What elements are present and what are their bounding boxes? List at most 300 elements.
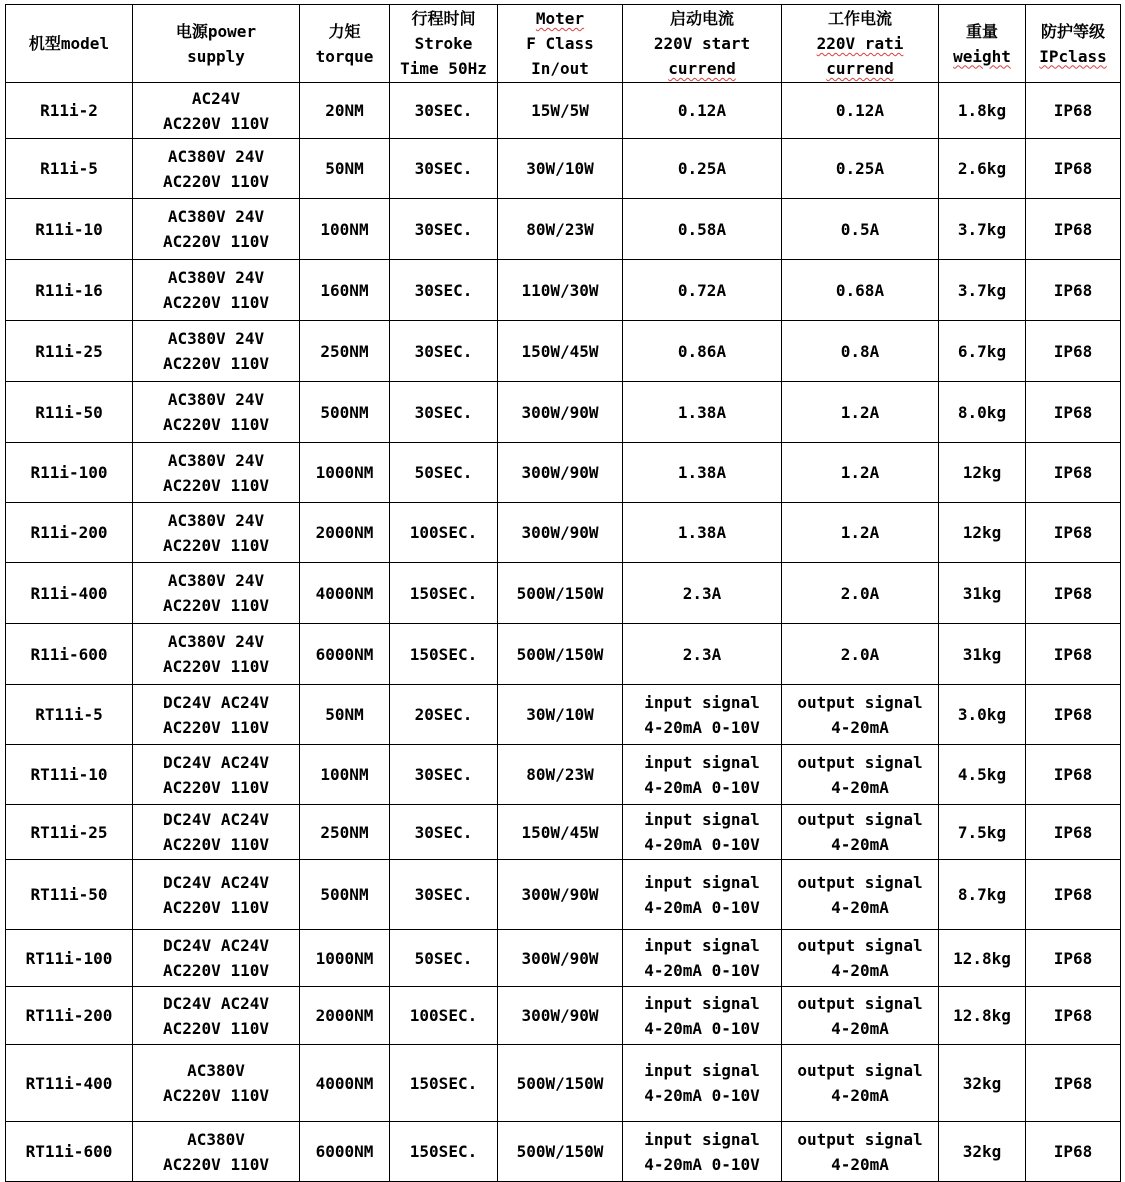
cell-start-current [623,1122,782,1182]
cell-power-supply [133,1045,300,1122]
cell-stroke-time: 30SEC. [390,321,498,382]
cell-start-current-line: input signal [644,752,760,772]
cell-rated-current-line: 4-20mA [831,1018,889,1038]
cell-rated-current-line: 1.2A [840,463,880,482]
header-motor [498,5,623,83]
cell-rated-current-line: 4-20mA [831,1086,889,1105]
cell-rated-current [782,987,939,1045]
cell-torque: 4000NM [300,563,390,624]
cell-rated-current [782,805,939,860]
cell-model: R11i-2 [6,83,133,139]
cell-weight: 1.8kg [939,83,1026,139]
cell-rated-current-line: 4-20mA [831,717,889,737]
cell-motor: 80W/23W [498,745,623,805]
cell-rated-current-line: output signal [797,1129,923,1149]
cell-power-supply-line: AC380V 24V [167,329,265,348]
table-row [6,685,1121,745]
cell-start-current-line: input signal [644,872,760,892]
cell-weight: 12kg [939,443,1026,503]
cell-motor: 15W/5W [498,83,623,139]
cell-model: R11i-16 [6,260,133,321]
cell-ip-class: IP68 [1026,199,1121,260]
cell-torque: 6000NM [300,1122,390,1182]
table-row [6,745,1121,805]
cell-rated-current [782,563,939,624]
cell-model: RT11i-25 [6,805,133,860]
cell-ip-class: IP68 [1026,685,1121,745]
cell-power-supply-line: AC220V 110V [163,171,269,191]
cell-power-supply-line: DC24V AC24V [163,993,269,1013]
cell-power-supply [133,321,300,382]
cell-start-current-line: 1.38A [677,402,727,422]
cell-torque: 1000NM [300,930,390,987]
header-line: 220V start [653,34,751,53]
cell-ip-class: IP68 [1026,139,1121,199]
cell-power-supply [133,260,300,321]
cell-start-current-line: 4-20mA 0-10V [644,835,760,854]
cell-power-supply-line: AC380V 24V [167,571,265,590]
cell-power-supply [133,685,300,745]
cell-motor: 300W/90W [498,443,623,503]
cell-motor: 30W/10W [498,685,623,745]
cell-power-supply-line: AC220V 110V [163,777,269,797]
cell-weight: 12kg [939,503,1026,563]
cell-model: R11i-10 [6,199,133,260]
cell-model: R11i-100 [6,443,133,503]
cell-rated-current [782,503,939,563]
cell-start-current-line: input signal [644,993,760,1013]
cell-motor: 300W/90W [498,382,623,443]
cell-weight: 32kg [939,1045,1026,1122]
cell-rated-current-line: 0.5A [840,219,880,239]
cell-torque: 100NM [300,199,390,260]
cell-start-current-line: input signal [644,936,760,955]
cell-stroke-time: 30SEC. [390,199,498,260]
header-rated-current [782,5,939,83]
header-line: F Class [526,34,594,53]
cell-weight: 12.8kg [939,930,1026,987]
cell-ip-class: IP68 [1026,1045,1121,1122]
header-start-current [623,5,782,83]
table-row [6,987,1121,1045]
cell-start-current [623,139,782,199]
cell-rated-current-line: output signal [797,936,923,955]
header-torque [300,5,390,83]
cell-power-supply [133,987,300,1045]
cell-model: RT11i-50 [6,860,133,930]
table-row [6,860,1121,930]
cell-weight: 7.5kg [939,805,1026,860]
cell-power-supply [133,805,300,860]
cell-power-supply [133,624,300,685]
cell-model: R11i-400 [6,563,133,624]
cell-weight: 6.7kg [939,321,1026,382]
cell-model: R11i-200 [6,503,133,563]
cell-ip-class: IP68 [1026,860,1121,930]
cell-weight: 8.0kg [939,382,1026,443]
cell-start-current-line: 1.38A [677,523,727,542]
cell-stroke-time: 150SEC. [390,624,498,685]
cell-weight: 32kg [939,1122,1026,1182]
cell-rated-current-line: 0.12A [835,101,885,120]
cell-weight: 12.8kg [939,987,1026,1045]
cell-motor: 300W/90W [498,930,623,987]
cell-motor: 30W/10W [498,139,623,199]
cell-power-supply-line: DC24V AC24V [163,810,269,829]
cell-ip-class: IP68 [1026,443,1121,503]
header-line: In/out [531,59,589,78]
cell-model: RT11i-5 [6,685,133,745]
cell-model: R11i-600 [6,624,133,685]
cell-start-current [623,83,782,139]
header-weight [939,5,1026,83]
cell-torque: 2000NM [300,503,390,563]
cell-torque: 500NM [300,860,390,930]
cell-model: R11i-50 [6,382,133,443]
cell-rated-current [782,860,939,930]
cell-power-supply-line: AC220V 110V [163,232,269,251]
cell-ip-class: IP68 [1026,987,1121,1045]
cell-weight: 31kg [939,563,1026,624]
cell-power-supply-line: AC220V 110V [163,961,269,980]
cell-weight: 8.7kg [939,860,1026,930]
cell-stroke-time: 30SEC. [390,860,498,930]
cell-power-supply-line: AC220V 110V [163,1086,269,1105]
cell-start-current [623,382,782,443]
cell-power-supply-line: AC380V 24V [167,207,265,226]
cell-start-current [623,745,782,805]
cell-rated-current [782,685,939,745]
table-row [6,443,1121,503]
cell-power-supply [133,745,300,805]
cell-start-current-line: 2.3A [682,583,722,603]
cell-ip-class: IP68 [1026,503,1121,563]
cell-power-supply-line: AC220V 110V [163,717,269,737]
header-line: 启动电流 [669,9,734,28]
cell-ip-class: IP68 [1026,930,1121,987]
header-line: currend [826,59,894,78]
cell-rated-current-line: 4-20mA [831,961,889,980]
cell-motor: 500W/150W [498,624,623,685]
cell-start-current [623,930,782,987]
cell-rated-current [782,321,939,382]
table-row [6,503,1121,563]
cell-rated-current-line: output signal [797,993,923,1013]
cell-rated-current-line: 1.2A [840,523,880,542]
header-line: currend [668,59,736,78]
cell-power-supply-line: AC380V 24V [167,450,265,470]
cell-power-supply-line: AC220V 110V [163,1154,269,1174]
cell-stroke-time: 100SEC. [390,503,498,563]
header-line: supply [187,46,245,66]
header-power-supply [133,5,300,83]
cell-start-current-line: 0.25A [677,159,727,178]
cell-power-supply [133,139,300,199]
cell-power-supply [133,503,300,563]
cell-motor: 500W/150W [498,1045,623,1122]
cell-power-supply [133,930,300,987]
cell-start-current [623,987,782,1045]
cell-power-supply-line: AC220V 110V [163,535,269,555]
table-row [6,930,1121,987]
table-row [6,199,1121,260]
cell-power-supply [133,563,300,624]
table-row [6,624,1121,685]
cell-power-supply [133,1122,300,1182]
header-line: IPclass [1039,46,1107,66]
cell-model: RT11i-10 [6,745,133,805]
cell-torque: 250NM [300,805,390,860]
cell-start-current-line: 0.12A [677,101,727,120]
cell-power-supply-line: DC24V AC24V [163,872,269,892]
cell-ip-class: IP68 [1026,805,1121,860]
cell-start-current [623,321,782,382]
cell-rated-current [782,139,939,199]
cell-ip-class: IP68 [1026,624,1121,685]
cell-start-current [623,805,782,860]
table-row [6,83,1121,139]
table-row [6,321,1121,382]
cell-rated-current-line: output signal [797,692,923,712]
cell-power-supply-line: AC380V 24V [167,390,265,409]
cell-start-current [623,260,782,321]
cell-rated-current [782,1045,939,1122]
cell-start-current-line: input signal [644,1061,760,1080]
cell-rated-current [782,83,939,139]
cell-model: R11i-25 [6,321,133,382]
table-row [6,382,1121,443]
cell-start-current [623,503,782,563]
cell-torque: 2000NM [300,987,390,1045]
cell-rated-current-line: 0.68A [835,280,885,300]
cell-power-supply [133,199,300,260]
cell-torque: 20NM [300,83,390,139]
cell-power-supply-line: AC220V 110V [163,293,269,312]
cell-torque: 50NM [300,685,390,745]
cell-ip-class: IP68 [1026,321,1121,382]
cell-start-current-line: 4-20mA 0-10V [644,1018,760,1038]
cell-motor: 150W/45W [498,805,623,860]
cell-stroke-time: 30SEC. [390,745,498,805]
header-ip-class [1026,5,1121,83]
cell-start-current-line: 4-20mA 0-10V [644,897,760,917]
cell-power-supply-line: AC380V 24V [167,632,265,651]
cell-start-current-line: 1.38A [677,463,727,482]
header-row [6,5,1121,83]
cell-rated-current-line: 4-20mA [831,897,889,917]
cell-torque: 50NM [300,139,390,199]
cell-rated-current-line: output signal [797,752,923,772]
cell-model: RT11i-400 [6,1045,133,1122]
cell-start-current [623,624,782,685]
cell-ip-class: IP68 [1026,260,1121,321]
cell-rated-current-line: output signal [797,810,923,829]
header-model [6,5,133,83]
cell-model: RT11i-200 [6,987,133,1045]
table-row [6,139,1121,199]
cell-model: RT11i-600 [6,1122,133,1182]
table-row [6,1122,1121,1182]
cell-weight: 4.5kg [939,745,1026,805]
cell-start-current-line: 4-20mA 0-10V [644,961,760,980]
header-line: 力矩 [328,21,361,41]
cell-weight: 3.0kg [939,685,1026,745]
spec-table [5,4,1121,1182]
cell-rated-current-line: output signal [797,1061,923,1080]
cell-weight: 31kg [939,624,1026,685]
cell-power-supply-line: AC220V 110V [163,897,269,917]
cell-stroke-time: 100SEC. [390,987,498,1045]
header-line: Moter [535,9,585,28]
cell-torque: 100NM [300,745,390,805]
header-line: torque [315,46,374,66]
cell-power-supply-line: AC380V [187,1061,245,1080]
cell-rated-current-line: 1.2A [840,402,880,422]
table-row [6,260,1121,321]
cell-start-current-line: 4-20mA 0-10V [644,717,760,737]
cell-power-supply-line: DC24V AC24V [163,936,269,955]
cell-power-supply-line: DC24V AC24V [163,752,269,772]
header-line: Stroke [414,34,473,53]
cell-rated-current-line: 0.25A [835,159,885,178]
cell-start-current [623,685,782,745]
cell-ip-class: IP68 [1026,1122,1121,1182]
cell-rated-current [782,382,939,443]
cell-rated-current-line: 4-20mA [831,777,889,797]
cell-weight: 2.6kg [939,139,1026,199]
header-line: 机型model [28,34,110,53]
cell-rated-current-line: 2.0A [840,583,880,603]
cell-weight: 3.7kg [939,260,1026,321]
cell-rated-current-line: 0.8A [840,341,880,361]
cell-rated-current-line: 4-20mA [831,835,889,854]
cell-power-supply-line: AC220V 110V [163,113,269,133]
cell-rated-current-line: 2.0A [840,644,880,664]
header-line: 工作电流 [827,9,892,28]
cell-power-supply-line: AC24V [191,88,241,108]
cell-power-supply-line: AC220V 110V [163,415,269,434]
cell-rated-current [782,930,939,987]
cell-torque: 160NM [300,260,390,321]
cell-rated-current [782,260,939,321]
cell-motor: 300W/90W [498,503,623,563]
cell-start-current [623,563,782,624]
cell-power-supply-line: AC380V 24V [167,510,265,530]
cell-rated-current [782,624,939,685]
cell-stroke-time: 150SEC. [390,1122,498,1182]
cell-motor: 300W/90W [498,860,623,930]
cell-power-supply-line: AC220V 110V [163,657,269,676]
cell-start-current-line: 0.86A [677,341,727,361]
cell-model: R11i-5 [6,139,133,199]
cell-power-supply-line: AC220V 110V [163,1018,269,1038]
cell-start-current-line: 4-20mA 0-10V [644,1086,760,1105]
cell-start-current [623,443,782,503]
cell-stroke-time: 30SEC. [390,382,498,443]
cell-motor: 500W/150W [498,1122,623,1182]
cell-power-supply [133,860,300,930]
cell-torque: 4000NM [300,1045,390,1122]
cell-start-current-line: input signal [644,810,760,829]
cell-power-supply [133,382,300,443]
cell-rated-current [782,199,939,260]
header-line: weight [953,46,1011,66]
cell-power-supply-line: AC380V 24V [167,146,265,166]
table-row [6,563,1121,624]
cell-stroke-time: 50SEC. [390,443,498,503]
cell-stroke-time: 30SEC. [390,805,498,860]
cell-stroke-time: 30SEC. [390,260,498,321]
cell-motor: 500W/150W [498,563,623,624]
cell-rated-current [782,1122,939,1182]
cell-start-current-line: 0.58A [677,219,727,239]
cell-torque: 250NM [300,321,390,382]
header-line: 防护等级 [1040,21,1105,41]
table-body [6,83,1121,1182]
cell-power-supply [133,443,300,503]
cell-torque: 1000NM [300,443,390,503]
cell-motor: 80W/23W [498,199,623,260]
header-line: 电源power [175,21,257,41]
cell-stroke-time: 30SEC. [390,139,498,199]
cell-stroke-time: 20SEC. [390,685,498,745]
header-line: 重量 [965,21,998,41]
cell-motor: 110W/30W [498,260,623,321]
cell-power-supply-line: AC220V 110V [163,475,269,495]
header-line: Time 50Hz [400,59,487,78]
cell-start-current [623,860,782,930]
cell-rated-current [782,745,939,805]
cell-power-supply-line: DC24V AC24V [163,692,269,712]
cell-power-supply-line: AC380V 24V [167,268,265,287]
cell-stroke-time: 150SEC. [390,1045,498,1122]
cell-motor: 300W/90W [498,987,623,1045]
header-line: 行程时间 [411,9,476,28]
cell-ip-class: IP68 [1026,563,1121,624]
cell-ip-class: IP68 [1026,745,1121,805]
cell-start-current [623,199,782,260]
cell-start-current-line: input signal [644,692,760,712]
cell-torque: 6000NM [300,624,390,685]
cell-start-current-line: 4-20mA 0-10V [644,1154,760,1174]
cell-power-supply-line: AC380V [187,1129,245,1149]
cell-ip-class: IP68 [1026,83,1121,139]
cell-motor: 150W/45W [498,321,623,382]
cell-stroke-time: 50SEC. [390,930,498,987]
cell-weight: 3.7kg [939,199,1026,260]
cell-torque: 500NM [300,382,390,443]
cell-start-current [623,1045,782,1122]
cell-ip-class: IP68 [1026,382,1121,443]
cell-start-current-line: 4-20mA 0-10V [644,777,760,797]
cell-start-current-line: 2.3A [682,644,722,664]
table-row [6,805,1121,860]
table-row [6,1045,1121,1122]
cell-model: RT11i-100 [6,930,133,987]
cell-rated-current-line: output signal [797,872,923,892]
cell-power-supply-line: AC220V 110V [163,835,269,854]
cell-start-current-line: 0.72A [677,280,727,300]
cell-stroke-time: 30SEC. [390,83,498,139]
cell-rated-current [782,443,939,503]
cell-power-supply-line: AC220V 110V [163,354,269,373]
cell-stroke-time: 150SEC. [390,563,498,624]
cell-rated-current-line: 4-20mA [831,1154,889,1174]
header-line: 220V rati [816,34,904,53]
cell-power-supply [133,83,300,139]
cell-start-current-line: input signal [644,1129,760,1149]
header-stroke-time [390,5,498,83]
